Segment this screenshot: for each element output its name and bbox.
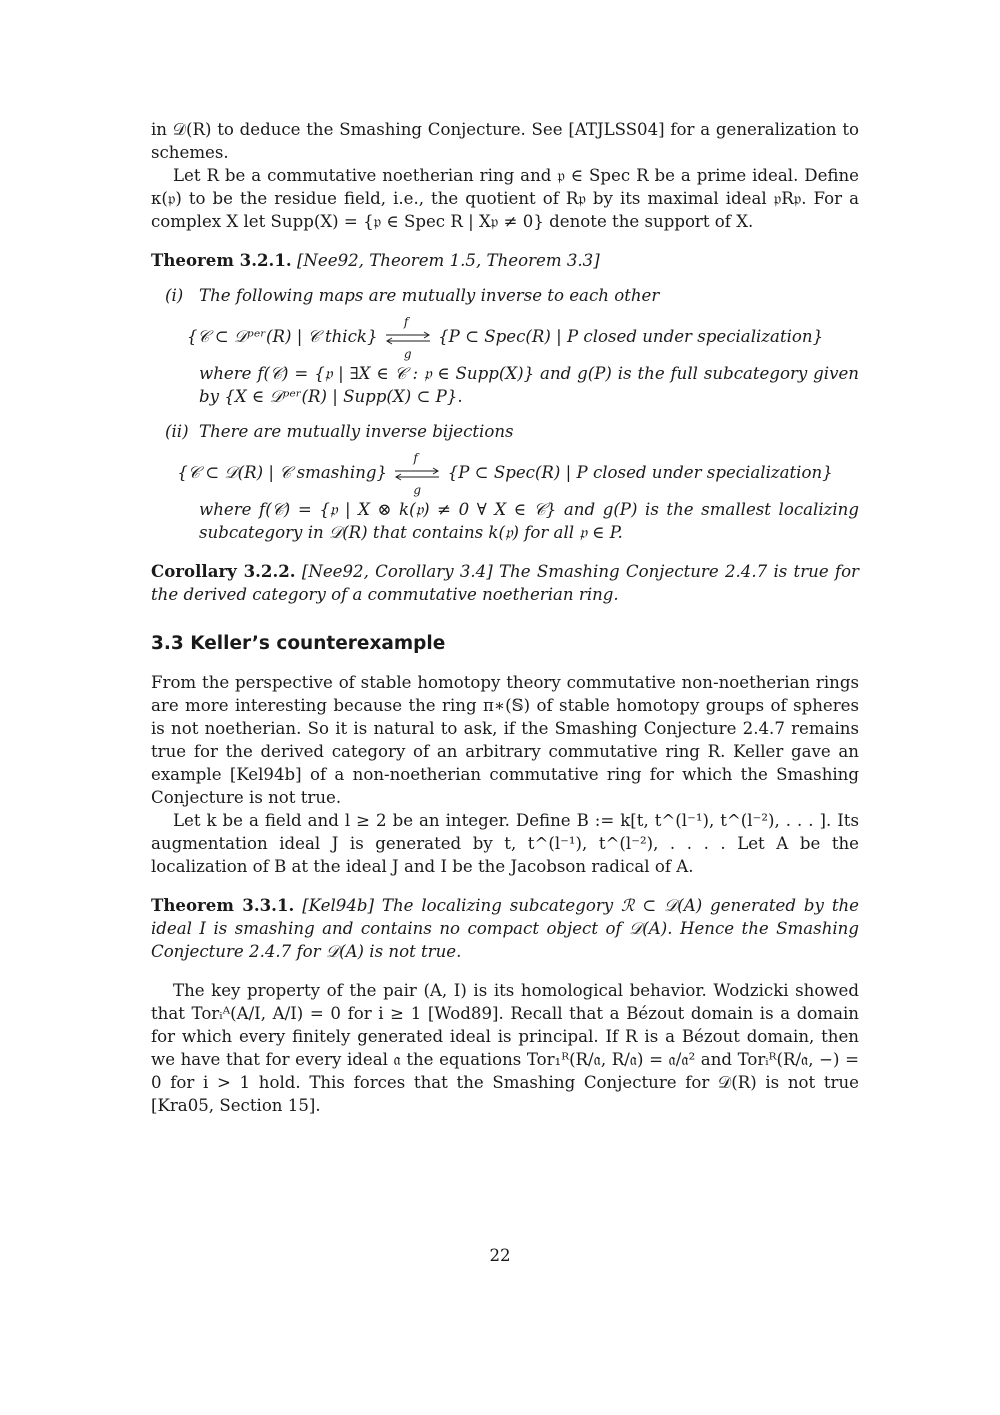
intro-paragraph-2: Let R be a commutative noetherian ring and 𝔭 ∈ Spec R be a prime ideal. Define κ(𝔭) to be the residue field, i.e., the quotient of R𝔭 by its maximal ideal 𝔭R𝔭. For a complex X let Supp(X) = {𝔭 ∈ Spec R | X𝔭 ≠ 0} denote the support of X. xyxy=(151,166,859,231)
intro-paragraph-1: in 𝒟(R) to deduce the Smashing Conjecture. See [ATJLSS04] for a generalization to schemes. xyxy=(151,120,859,162)
corollary-label: Corollary 3.2.2. xyxy=(151,561,296,581)
item-after-text: where f(𝒞) = {𝔭 | X ⊗ k(𝔭) ≠ 0 ∀ X ∈ 𝒞} and g(P) is the smallest localizing subcategory in 𝒟(R) that contains k(𝔭) for all 𝔭 ∈ P. xyxy=(199,500,859,542)
double-arrow-icon xyxy=(384,314,432,361)
theorem-label: Theorem 3.3.1. xyxy=(151,895,295,915)
item-label: (ii) xyxy=(165,422,189,441)
corollary-3-2-2 xyxy=(151,560,859,606)
item-after-text: where f(𝒞) = {𝔭 | ∃X ∈ 𝒞 : 𝔭 ∈ Supp(X)} and g(P) is the full subcategory given by {X ∈ 𝒟ᵖᵉʳ(R) | Supp(X) ⊂ P}. xyxy=(199,364,859,406)
section-paragraph-2: Let k be a field and l ≥ 2 be an integer. Define B := k[t, t^(l⁻¹), t^(l⁻²), . . . ]. Its augmentation ideal J is generated by t, t^(l⁻¹), t^(l⁻²), . . . . Let A be the localization of B at the ideal J and I be the Jacobson radical of A. xyxy=(151,811,859,876)
display-left-set: {𝒞 ⊂ 𝒟(R) | 𝒞 smashing} xyxy=(177,463,388,482)
double-arrow-icon xyxy=(393,450,441,497)
theorem-text: [Kel94b] The localizing subcategory ℛ ⊂ 𝒟(A) generated by the ideal I is smashing and contains no compact object of 𝒟(A). Hence the Smashing Conjecture 2.4.7 for 𝒟(A) is not true. xyxy=(151,896,859,961)
theorem-item-2 xyxy=(151,420,859,544)
item-label: (i) xyxy=(165,286,184,305)
display-right-set: {P ⊂ Spec(R) | P closed under specialization} xyxy=(438,327,824,346)
arrow-label-g: g xyxy=(403,346,412,361)
section-heading: 3.3 Keller’s counterexample xyxy=(151,633,446,654)
theorem-label: Theorem 3.2.1. xyxy=(151,250,292,270)
display-equation-1 xyxy=(151,314,859,361)
item-text: The following maps are mutually inverse to each other xyxy=(199,286,660,305)
display-equation-2 xyxy=(151,450,859,497)
arrow-label-f: f xyxy=(413,450,418,465)
theorem-item-1 xyxy=(151,284,859,408)
theorem-3-3-1 xyxy=(151,894,859,963)
display-left-set: {𝒞 ⊂ 𝒟ᵖᵉʳ(R) | 𝒞 thick} xyxy=(186,327,378,346)
item-text: There are mutually inverse bijections xyxy=(199,422,514,441)
theorem-3-2-1 xyxy=(151,249,859,544)
page-body xyxy=(151,118,859,1117)
theorem-reference: [Nee92, Theorem 1.5, Theorem 3.3] xyxy=(296,251,600,270)
arrow-label-f: f xyxy=(403,314,409,329)
closing-paragraph: The key property of the pair (A, I) is its homological behavior. Wodzicki showed that Torᵢᴬ(A/I, A/I) = 0 for i ≥ 1 [Wod89]. Recall that a Bézout domain is a domain for which every finitely generated ideal is principal. If R is a Bézout domain, then we have that for every ideal 𝔞 the equations Tor₁ᴿ(R/𝔞, R/𝔞) = 𝔞/𝔞² and Torᵢᴿ(R/𝔞, −) = 0 for i > 1 hold. This forces that the Smashing Conjecture for 𝒟(R) is not true [Kra05, Section 15]. xyxy=(151,981,859,1115)
corollary-text: [Nee92, Corollary 3.4] The Smashing Conjecture 2.4.7 is true for the derived category of a commutative noetherian ring. xyxy=(151,562,859,604)
section-paragraph-1: From the perspective of stable homotopy theory commutative non-noetherian rings are more interesting because the ring π∗(𝕊) of stable homotopy groups of spheres is not noetherian. So it is natural to ask, if the Smashing Conjecture 2.4.7 remains true for the derived category of an arbitrary commutative ring R. Keller gave an example [Kel94b] of a non-noetherian commutative ring for which the Smashing Conjecture is not true. xyxy=(151,673,859,807)
arrow-label-g: g xyxy=(413,482,422,497)
page-number: 22 xyxy=(489,1246,511,1265)
display-right-set: {P ⊂ Spec(R) | P closed under specialization} xyxy=(447,463,833,482)
